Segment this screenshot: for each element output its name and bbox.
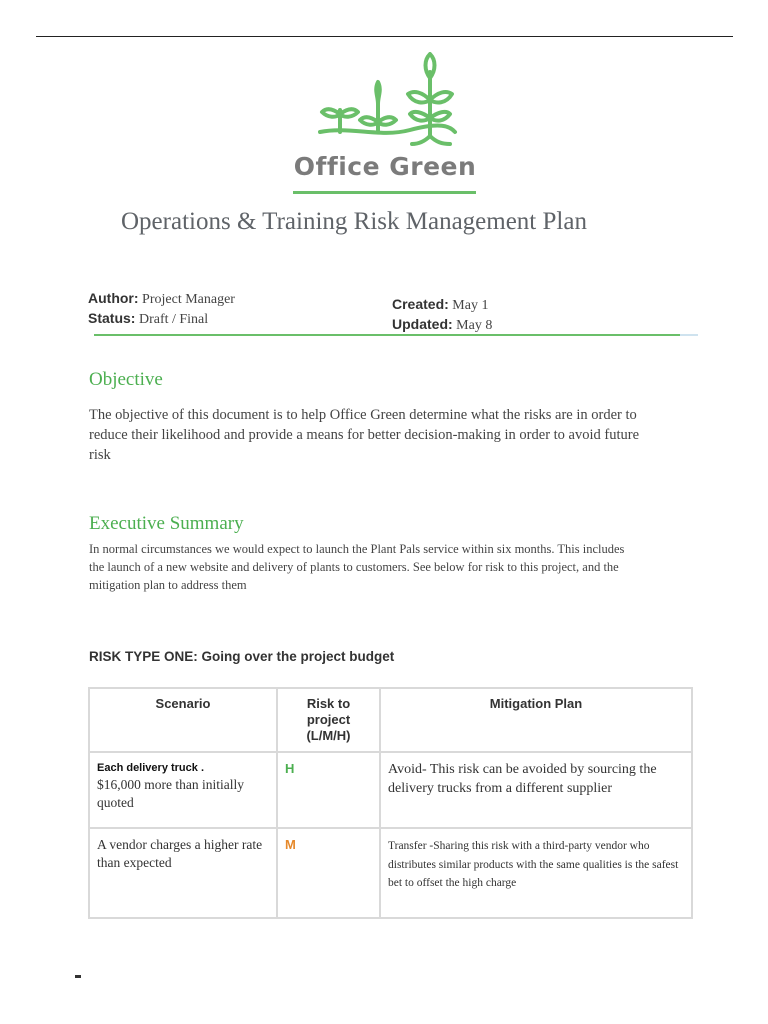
scenario-text: A vendor charges a higher rate than expected xyxy=(97,837,263,870)
sprouting-plants-icon xyxy=(290,52,480,152)
objective-body: The objective of this document is to help Office Green determine what the risks are in order to reduce their likelihood and provide a means for better decision-making in order to avoid future risk xyxy=(89,407,640,463)
scenario-bold-text: Each delivery truck . xyxy=(97,762,204,774)
updated-line xyxy=(392,315,492,335)
footer-mark xyxy=(75,975,81,978)
mitigation-header: Mitigation Plan xyxy=(380,688,692,752)
author-label: Author: xyxy=(88,290,139,306)
status-line xyxy=(88,309,235,329)
author-line xyxy=(88,289,235,309)
table-row xyxy=(89,752,692,828)
meta-divider xyxy=(94,334,680,336)
created-label: Created: xyxy=(392,296,449,312)
status-label: Status: xyxy=(88,310,136,326)
risk-header: Risk to project (L/M/H) xyxy=(277,688,380,752)
table-header-row xyxy=(89,688,692,752)
executive-summary-body: In normal circumstances we would expect to launch the Plant Pals service within six months. This includes the launch of a new website and delivery of plants to customers. See below for risk to this project, and the mitigation plan to address them xyxy=(89,542,625,592)
scenario-text: $16,000 more than initially quoted xyxy=(97,777,244,810)
scenario-cell xyxy=(89,752,277,828)
objective-heading: Objective xyxy=(89,369,163,390)
risk-type-one-title: RISK TYPE ONE: Going over the project budget xyxy=(89,649,395,664)
updated-value: May 8 xyxy=(456,318,493,333)
risk-table xyxy=(88,687,693,919)
risk-level-badge: H xyxy=(285,761,295,776)
scenario-header: Scenario xyxy=(89,688,277,752)
risk-cell xyxy=(277,752,380,828)
mitigation-text: Transfer -Sharing this risk with a third-party vendor who distributes similar products with the same qualities is the safest bet to offset the high charge xyxy=(388,840,679,889)
table-row xyxy=(89,828,692,918)
mitigation-text: Avoid- This risk can be avoided by sourcing the delivery trucks from a different supplier xyxy=(388,762,657,796)
status-value: Draft / Final xyxy=(138,312,209,327)
risk-level-badge: M xyxy=(285,837,296,852)
brand-underline xyxy=(293,191,476,194)
mitigation-cell xyxy=(380,828,692,918)
top-rule xyxy=(36,36,733,37)
meta-dates xyxy=(392,295,492,335)
risk-cell xyxy=(277,828,380,918)
updated-label: Updated: xyxy=(392,316,453,332)
mitigation-cell xyxy=(380,752,692,828)
author-value: Project Manager xyxy=(142,292,235,307)
meta-author-status xyxy=(88,289,235,329)
meta-divider-tail xyxy=(680,334,698,336)
created-line xyxy=(392,295,492,315)
created-value: May 1 xyxy=(452,298,489,313)
document-title: Operations & Training Risk Management Plan xyxy=(121,208,587,235)
scenario-cell xyxy=(89,828,277,918)
brand-name: Office Green xyxy=(293,152,477,181)
executive-summary-heading: Executive Summary xyxy=(89,513,244,534)
